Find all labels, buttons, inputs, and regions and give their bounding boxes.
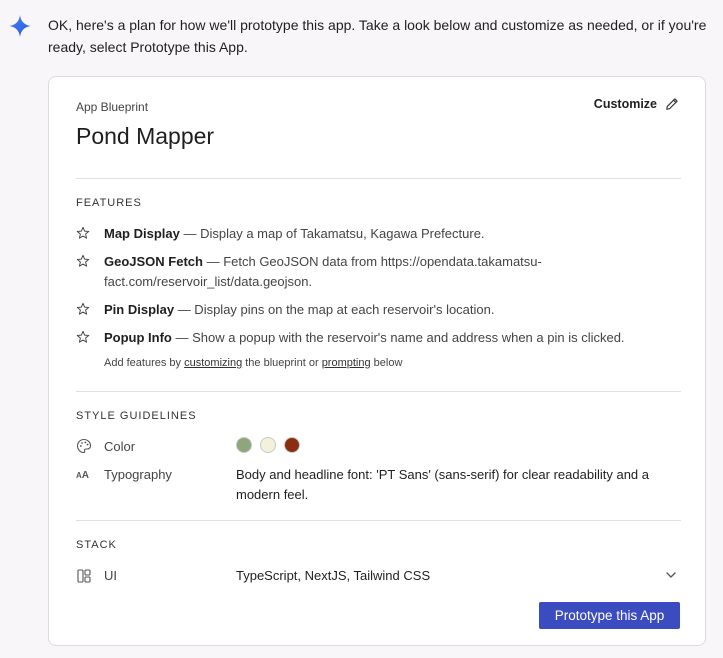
palette-icon xyxy=(76,438,92,454)
color-swatch xyxy=(284,437,300,453)
feature-item xyxy=(76,224,676,244)
feature-name: Map Display xyxy=(104,226,180,241)
color-swatch xyxy=(260,437,276,453)
ui-value: TypeScript, NextJS, Tailwind CSS xyxy=(236,568,431,583)
customizing-link[interactable]: customizing xyxy=(184,357,243,369)
hint-suffix: below xyxy=(370,357,403,369)
hint-middle: the blueprint or xyxy=(242,357,322,369)
style-guidelines-heading: STYLE GUIDELINES xyxy=(76,410,197,422)
prompting-link[interactable]: prompting xyxy=(321,357,371,369)
divider xyxy=(76,178,681,179)
customize-button[interactable] xyxy=(594,97,679,111)
feature-item xyxy=(76,328,676,348)
hint-prefix: Add features by xyxy=(104,357,185,369)
pencil-icon xyxy=(665,97,679,111)
typography-value: Body and headline font: 'PT Sans' (sans-serif) for clear readability and a modern feel. xyxy=(236,467,650,502)
star-outline-icon xyxy=(76,302,90,316)
divider xyxy=(76,391,681,392)
add-features-hint xyxy=(104,357,402,369)
layout-icon xyxy=(76,568,92,584)
app-blueprint-card xyxy=(48,76,706,646)
typography-label: Typography xyxy=(104,467,172,482)
color-swatch xyxy=(236,437,252,453)
feature-name: Pin Display xyxy=(104,302,175,317)
feature-item xyxy=(76,300,676,320)
app-title: Pond Mapper xyxy=(76,123,215,149)
features-heading: FEATURES xyxy=(76,197,142,209)
star-outline-icon xyxy=(76,226,90,240)
color-label: Color xyxy=(104,439,136,454)
feature-item xyxy=(76,252,676,292)
star-outline-icon xyxy=(76,330,90,344)
feature-name: Popup Info xyxy=(104,330,172,345)
ui-label: UI xyxy=(104,568,117,583)
divider xyxy=(76,520,681,521)
blueprint-label: App Blueprint xyxy=(76,100,149,114)
feature-desc: — Display a map of Takamatsu, Kagawa Prefecture. xyxy=(179,226,485,241)
feature-desc: — Fetch GeoJSON data from https://opendata.takamatsu-fact.com/reservoir_list/data.geojson. xyxy=(104,254,542,289)
text-size-icon: AA xyxy=(76,470,90,481)
customize-label: Customize xyxy=(593,97,657,111)
feature-desc: — Show a popup with the reservoir's name and address when a pin is clicked. xyxy=(171,330,625,345)
prototype-app-button[interactable]: Prototype this App xyxy=(539,602,680,629)
sparkle-icon xyxy=(8,14,32,38)
assistant-message: OK, here's a plan for how we'll prototype this app. Take a look below and customize as needed, or if you're ready, select Prototype this App. xyxy=(48,17,707,55)
chevron-down-icon[interactable] xyxy=(665,569,677,581)
stack-heading: STACK xyxy=(76,539,117,551)
star-outline-icon xyxy=(76,254,90,268)
feature-name: GeoJSON Fetch xyxy=(104,254,203,269)
feature-desc: — Display pins on the map at each reservoir's location. xyxy=(174,302,495,317)
